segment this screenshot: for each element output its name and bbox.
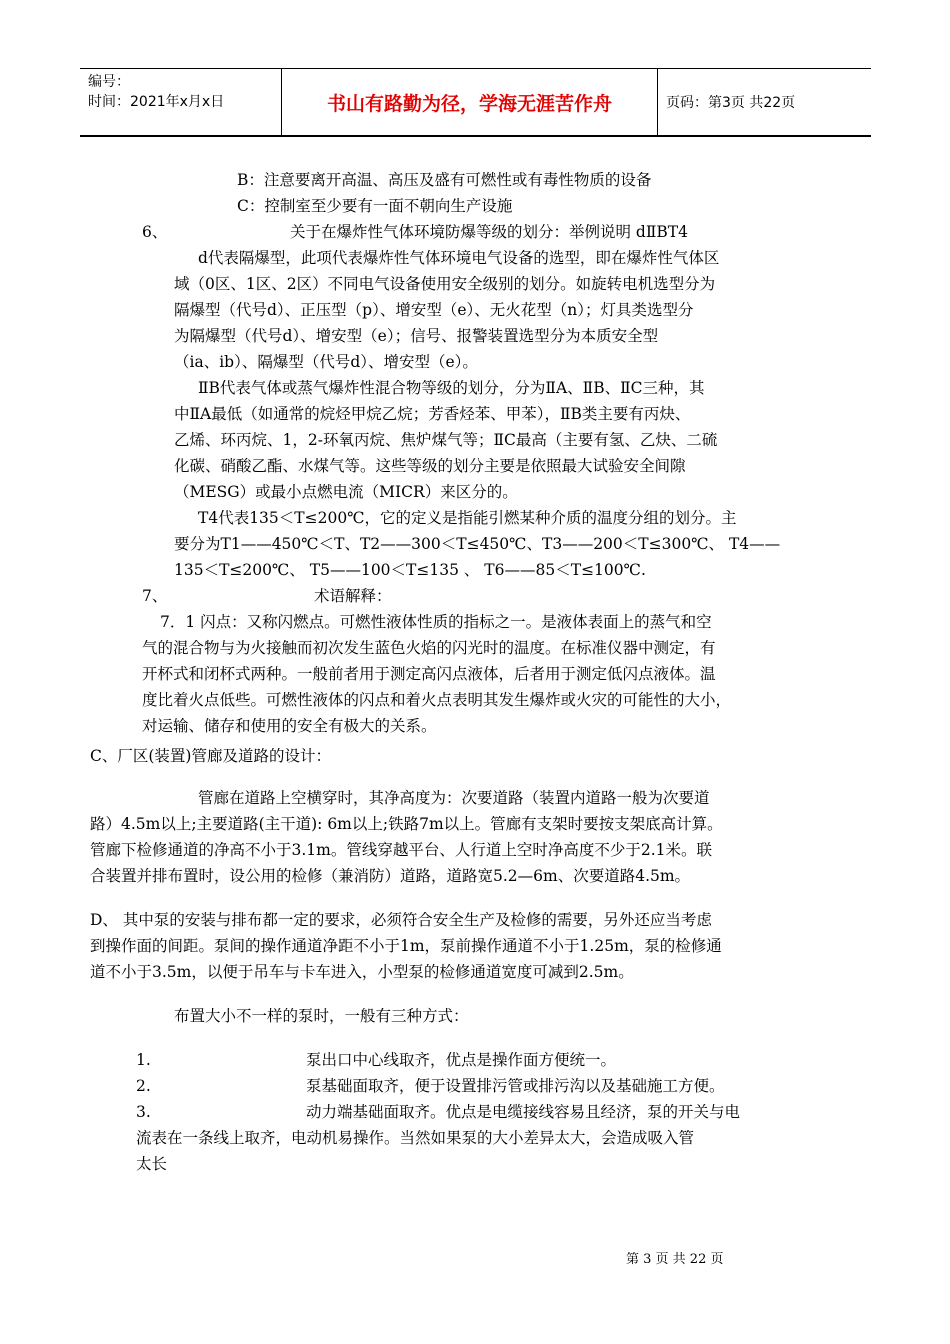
header-divider-right: [657, 68, 658, 136]
list-number: 6、: [142, 223, 168, 241]
text-line: 中ⅡA最低（如通常的烷烃甲烷乙烷；芳香烃苯、甲苯），ⅡB类主要有丙炔、: [174, 405, 691, 423]
text-line: 化碳、硝酸乙酯、水煤气等。这些等级的划分主要是依照最大试验安全间隙: [174, 457, 686, 475]
text-line: C：控制室至少要有一面不朝向生产设施: [237, 197, 513, 215]
text-line: 到操作面的间距。泵间的操作通道净距不小于1m，泵前操作通道不小于1.25m，泵的检修通: [90, 937, 722, 955]
text-line: 度比着火点低些。可燃性液体的闪点和着火点表明其发生爆炸或火灾的可能性的大小，: [142, 691, 732, 709]
text-line: 管廊下检修通道的净高不小于3.1m。管线穿越平台、人行道上空时净高度不少于2.1米。联: [90, 841, 713, 859]
text-line: 气的混合物与为火接触而初次发生蓝色火焰的闪光时的温度。在标准仪器中测定，有: [142, 639, 716, 657]
text-line: 开杯式和闭杯式两种。一般前者用于测定高闪点液体，后者用于测定低闪点液体。温: [142, 665, 716, 683]
text-line: 关于在爆炸性气体环境防爆等级的划分：举例说明 dⅡBT4: [290, 223, 688, 241]
text-line: d代表隔爆型，此项代表爆炸性气体环境电气设备的选型，即在爆炸性气体区: [198, 249, 720, 267]
text-line: 路）4.5m以上;主要道路(主干道): 6m以上;铁路7m以上。管廊有支架时要按支架底高计算。: [90, 815, 723, 833]
list-number: 7、: [142, 587, 168, 605]
list-number: 3.: [136, 1103, 151, 1121]
text-line: T4代表135＜T≤200℃，它的定义是指能引燃某种介质的温度分组的划分。主: [198, 509, 737, 527]
text-line: 对运输、储存和使用的安全有极大的关系。: [142, 717, 437, 735]
text-line: 流表在一条线上取齐，电动机易操作。当然如果泵的大小差异太大，会造成吸入管: [136, 1129, 695, 1147]
text-line: （ia、ib）、隔爆型（代号d）、增安型（e）。: [174, 353, 478, 371]
header-date: 时间：2021年x月x日: [88, 94, 225, 110]
text-line: 隔爆型（代号d）、正压型（p）、增安型（e）、无火花型（n）；灯具类选型分: [174, 301, 694, 319]
header-page-number: 页码：第3页 共22页: [666, 95, 796, 111]
header-motto: 书山有路勤为径，学海无涯苦作舟: [326, 92, 612, 115]
text-line: D、 其中泵的安装与排布都一定的要求，必须符合安全生产及检修的需要，另外还应当考虑: [90, 911, 712, 929]
text-line: 为隔爆型（代号d）、增安型（e）；信号、报警装置选型分为本质安全型: [174, 327, 659, 345]
text-line: 泵基础面取齐，便于设置排污管或排污沟以及基础施工方便。: [306, 1077, 725, 1095]
text-line: 要分为T1——450℃＜T、T2——300＜T≤450℃、T3——200＜T≤300℃、 T4——: [174, 535, 781, 553]
text-line: 术语解释：: [314, 587, 392, 605]
section-heading: C、厂区(装置)管廊及道路的设计：: [90, 747, 331, 765]
text-line: 管廊在道路上空横穿时，其净高度为：次要道路（装置内道路一般为次要道: [198, 789, 710, 807]
header-code: 编号：: [88, 74, 130, 90]
footer-page-number: 第 3 页 共 22 页: [626, 1252, 724, 1267]
page-header: [80, 68, 871, 136]
text-line: 合装置并排布置时，设公用的检修（兼消防）道路，道路宽5.2—6m、次要道路4.5m。: [90, 867, 691, 885]
text-line: B：注意要离开高温、高压及盛有可燃性或有毒性物质的设备: [237, 171, 652, 189]
text-line: 动力端基础面取齐。优点是电缆接线容易且经济，泵的开关与电: [306, 1103, 741, 1121]
text-line: 7．1 闪点：又称闪燃点。可燃性液体性质的指标之一。是液体表面上的蒸气和空: [160, 613, 712, 631]
text-line: （MESG）或最小点燃电流（MICR）来区分的。: [174, 483, 518, 501]
list-number: 1.: [136, 1051, 151, 1069]
list-number: 2.: [136, 1077, 151, 1095]
text-line: 乙烯、环丙烷、1，2-环氧丙烷、焦炉煤气等；ⅡC最高（主要有氢、乙炔、二硫: [174, 431, 718, 449]
text-line: 泵出口中心线取齐，优点是操作面方便统一。: [306, 1051, 617, 1069]
text-line: 太长: [136, 1155, 168, 1173]
header-meta: [88, 72, 224, 112]
text-line: 道不小于3.5m，以便于吊车与卡车进入，小型泵的检修通道宽度可减到2.5m。: [90, 963, 634, 981]
text-line: 域（0区、1区、2区）不同电气设备使用安全级别的划分。如旋转电机选型分为: [174, 275, 716, 293]
text-line: 135＜T≤200℃、 T5——100＜T≤135 、 T6——85＜T≤100℃.: [174, 561, 646, 579]
text-line: 布置大小不一样的泵时，一般有三种方式：: [174, 1007, 469, 1025]
text-line: ⅡB代表气体或蒸气爆炸性混合物等级的划分，分为ⅡA、ⅡB、ⅡC三种，其: [198, 379, 705, 397]
